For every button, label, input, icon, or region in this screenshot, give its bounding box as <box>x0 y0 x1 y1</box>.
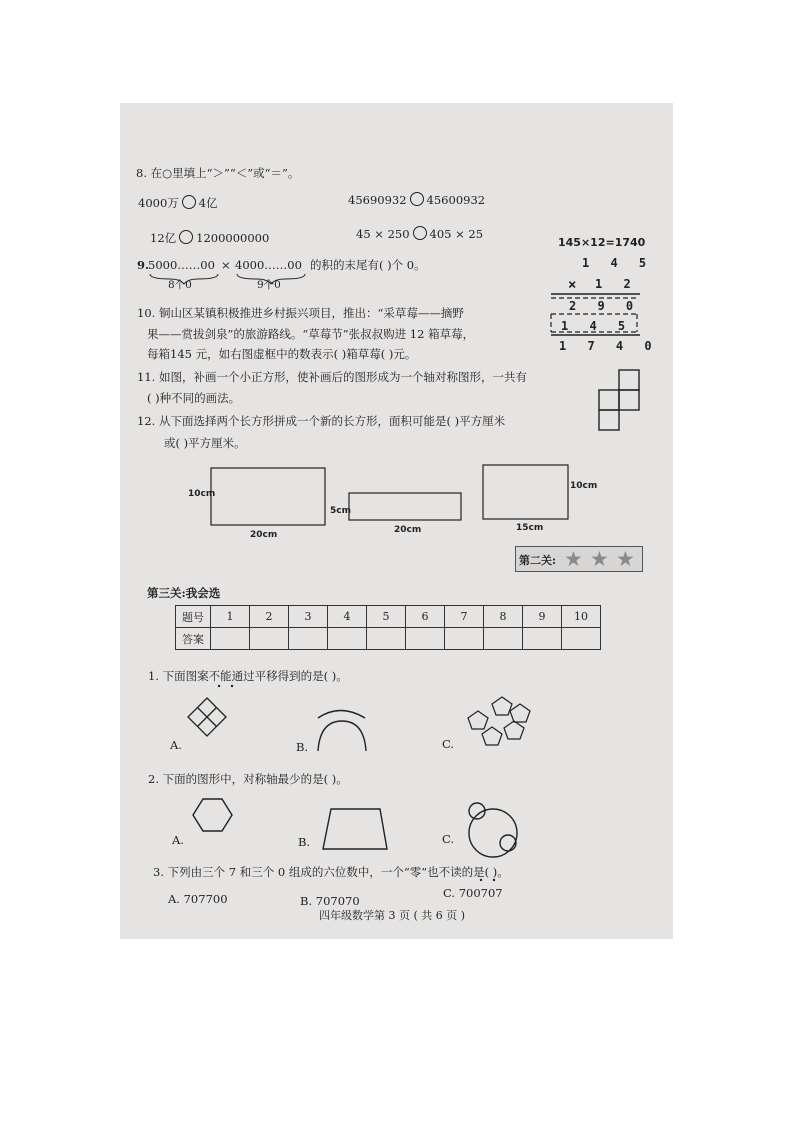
mul-row3: 2 9 0 <box>569 299 641 313</box>
page-footer: 四年级数学第 3 页 ( 共 6 页 ) <box>319 909 466 922</box>
crossed-arcs-figure <box>318 711 366 752</box>
rect1-width-label: 20cm <box>250 530 278 540</box>
q11-line2: ( )种不同的画法。 <box>147 391 241 405</box>
trapezoid-figure <box>323 809 387 849</box>
mc3-option-a[interactable]: A. 707700 <box>168 892 228 906</box>
hexagon-figure <box>193 799 232 831</box>
pentagon-ring-figure <box>468 697 530 745</box>
q11-line1: 11. 如图，补画一个小正方形，使补画后的图形成为一个轴对称图形，一共有 <box>137 370 527 384</box>
q8-row2-right: 45 × 250 405 × 25 <box>356 227 484 241</box>
q10-equation: 145×12=1740 <box>558 236 646 249</box>
question-number-cell: 10 <box>562 606 601 628</box>
dashed-box-top <box>551 298 637 332</box>
star-icon: ★ <box>616 547 635 571</box>
brace-icon <box>237 274 305 284</box>
q10-line1: 10. 铜山区某镇积极推进乡村振兴项目，推出：“采草莓——摘野 <box>137 306 464 320</box>
mul-row1: 1 4 5 <box>582 256 654 270</box>
question-number-cell: 8 <box>484 606 523 628</box>
rect-15x10 <box>483 465 568 519</box>
question-number-cell: 9 <box>523 606 562 628</box>
mc1-option-b[interactable]: B. <box>296 740 309 754</box>
mul-times: × <box>568 277 584 293</box>
mc2-question: 2. 下面的图形中，对称轴最少的是( )。 <box>148 772 348 786</box>
question-number-cell: 5 <box>367 606 406 628</box>
mul-row2: 1 2 <box>595 277 638 291</box>
mc3-option-c[interactable]: C. 700707 <box>443 886 503 900</box>
q12-line1: 12. 从下面选择两个长方形拼成一个新的长方形，面积可能是( )平方厘米 <box>137 414 506 428</box>
q8-row1-left: 4000万 4亿 <box>138 196 218 210</box>
rect3-height-label: 10cm <box>570 481 598 491</box>
mc1-question: 1. 下面图案不能通过平移得到的是( )。 <box>148 669 348 683</box>
l-shape-figure <box>599 370 639 430</box>
question-number-cell: 2 <box>250 606 289 628</box>
q9-text: 的积的末尾有( )个 0。 <box>310 258 426 272</box>
q8-row1-right: 45690932 45600932 <box>348 193 486 207</box>
q9-num2: 4000……00 <box>235 258 302 272</box>
answer-label-cell: 答案 <box>176 628 211 650</box>
question-number-cell: 4 <box>328 606 367 628</box>
rect2-height-label: 5cm <box>330 506 351 516</box>
section3-title: 第三关:我会选 <box>147 586 221 600</box>
mc3-option-b[interactable]: B. 707070 <box>300 894 360 908</box>
q8-row2-left: 12亿 1200000000 <box>150 231 270 245</box>
mul-row4: 1 4 5 <box>561 319 633 333</box>
rect1-height-label: 10cm <box>188 489 216 499</box>
question-number-cell: 1 <box>211 606 250 628</box>
question-number-cell: 6 <box>406 606 445 628</box>
mc2-option-c[interactable]: C. <box>442 832 455 846</box>
badge-label: 第二关: <box>519 554 557 567</box>
star-icon: ★ <box>564 547 583 571</box>
rect2-width-label: 20cm <box>394 525 422 535</box>
q12-line2: 或( )平方厘米。 <box>164 436 246 450</box>
mc3-question: 3. 下列由三个 7 和三个 0 组成的六位数中，一个“零”也不读的是( )。 <box>153 865 509 879</box>
mc2-option-a[interactable]: A. <box>172 833 184 847</box>
q9-times: × <box>221 258 231 272</box>
header-label-cell: 题号 <box>176 606 211 628</box>
q10-line2: 果——赏拔剑泉”的旅游路线。“草莓节”张叔叔购进 12 箱草莓， <box>147 327 475 341</box>
figures-layer <box>120 103 673 939</box>
q8-title: 8. 在○里填上“＞”“＜”或“＝”。 <box>136 166 300 180</box>
star-icon: ★ <box>590 547 609 571</box>
rect3-width-label: 15cm <box>516 523 544 533</box>
q9-num1: 5000……00 <box>148 258 215 272</box>
rect-20x10 <box>211 468 325 525</box>
q9-label: 9. <box>137 258 150 272</box>
mc1-option-a[interactable]: A. <box>170 738 182 752</box>
rect-20x5 <box>349 493 461 520</box>
q9-brace2-label: 9个0 <box>257 279 281 291</box>
question-number-cell: 7 <box>445 606 484 628</box>
question-number-cell: 3 <box>289 606 328 628</box>
q9-brace1-label: 8个0 <box>168 279 192 291</box>
mul-row5: 1 7 4 0 <box>559 339 659 353</box>
mc1-option-c[interactable]: C. <box>442 737 455 751</box>
rhombus-pattern-figure <box>188 698 226 736</box>
exam-page-photo <box>120 103 673 939</box>
mc2-option-b[interactable]: B. <box>298 835 311 849</box>
three-circles-figure <box>469 803 517 857</box>
q10-line3: 每箱145 元，如右图虚框中的数表示( )箱草莓( )元。 <box>147 347 417 361</box>
brace-icon <box>150 274 218 284</box>
